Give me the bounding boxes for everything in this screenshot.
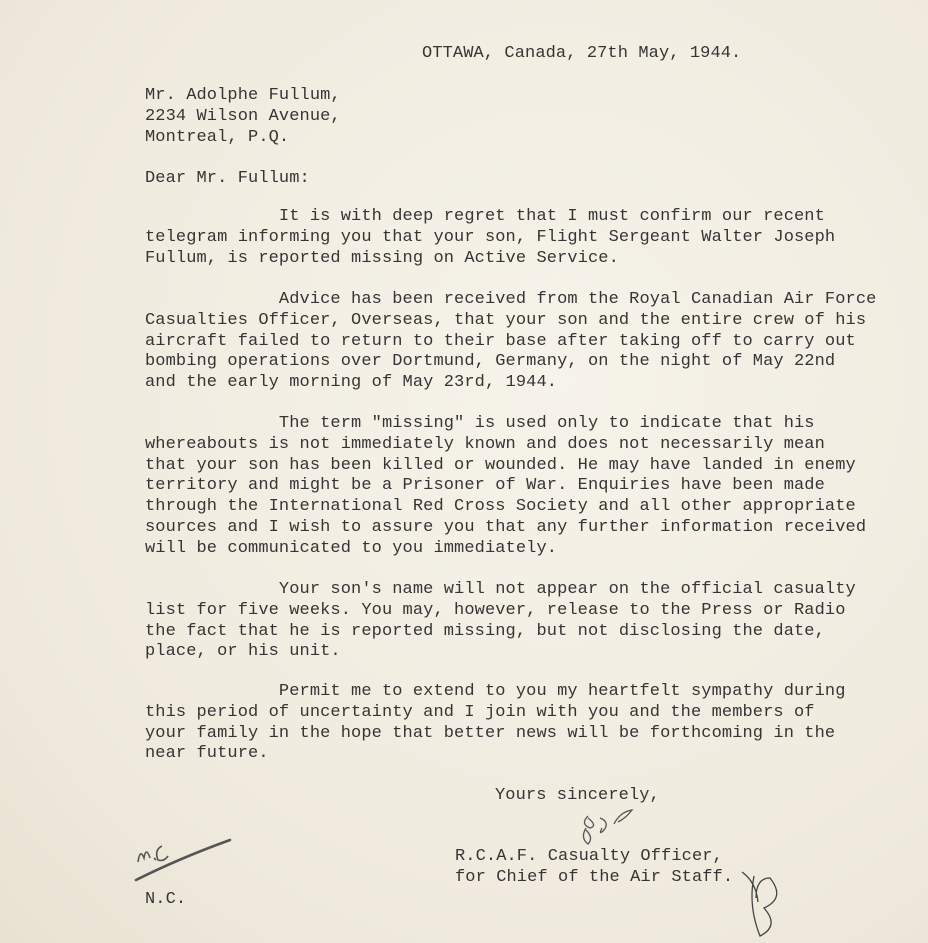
paragraph-5 [145,682,846,765]
signature-block [455,847,733,889]
text-line: bombing operations over Dortmund, Germany, on the night of May 22nd [145,352,836,372]
handwritten-initials-signature [570,808,660,848]
text-line: Your son's name will not appear on the official casualty [145,580,856,599]
text-line: that your son has been killed or wounded. He may have landed in enemy [145,455,856,475]
text-line: territory and might be a Prisoner of War. Enquiries have been made [145,476,825,496]
text-line: and the early morning of May 23rd, 1944. [145,373,558,393]
address-line: Mr. Adolphe Fullum, [145,86,341,105]
paragraph-4 [145,580,856,663]
text-line: place, or his unit. [145,642,341,662]
text-line: Permit me to extend to you my heartfelt sympathy during [145,682,846,701]
paragraph-3 [145,414,866,560]
text-line: whereabouts is not immediately known and does not necessarily mean [145,434,825,454]
text-line: list for five weeks. You may, however, release to the Press or Radio [145,600,846,620]
paragraph-2 [145,290,876,394]
text-line: The term "missing" is used only to indicate that his [145,414,815,433]
signatory-title: R.C.A.F. Casualty Officer, [455,847,723,866]
salutation: Dear Mr. Fullum: [145,169,310,188]
handwritten-initials-nc [130,830,240,885]
recipient-address [145,86,341,148]
text-line: aircraft failed to return to their base after taking off to carry out [145,331,856,351]
text-line: your family in the hope that better news will be forthcoming in the [145,723,836,743]
text-line: sources and I wish to assure you that any further information received [145,517,867,537]
address-line: Montreal, P.Q. [145,127,290,147]
text-line: the fact that he is reported missing, but not disclosing the date, [145,621,825,641]
signatory-title: for Chief of the Air Staff. [455,867,734,887]
text-line: It is with deep regret that I must confirm our recent [145,207,825,226]
date-line: OTTAWA, Canada, 27th May, 1944. [422,44,742,63]
text-line: through the International Red Cross Society and all other appropriate [145,497,856,517]
text-line: near future. [145,744,269,764]
handwritten-initial-mark [740,868,790,943]
text-line: Advice has been received from the Royal Canadian Air Force [145,290,877,309]
typed-initials: N.C. [145,890,187,909]
address-line: 2234 Wilson Avenue, [145,106,341,126]
text-line: Casualties Officer, Overseas, that your son and the entire crew of his [145,310,867,330]
text-line: Fullum, is reported missing on Active Service. [145,248,619,268]
closing: Yours sincerely, [495,786,660,805]
text-line: this period of uncertainty and I join with you and the members of [145,702,815,722]
text-line: will be communicated to you immediately. [145,538,558,558]
text-line: telegram informing you that your son, Flight Sergeant Walter Joseph [145,227,836,247]
paragraph-1 [145,207,835,269]
